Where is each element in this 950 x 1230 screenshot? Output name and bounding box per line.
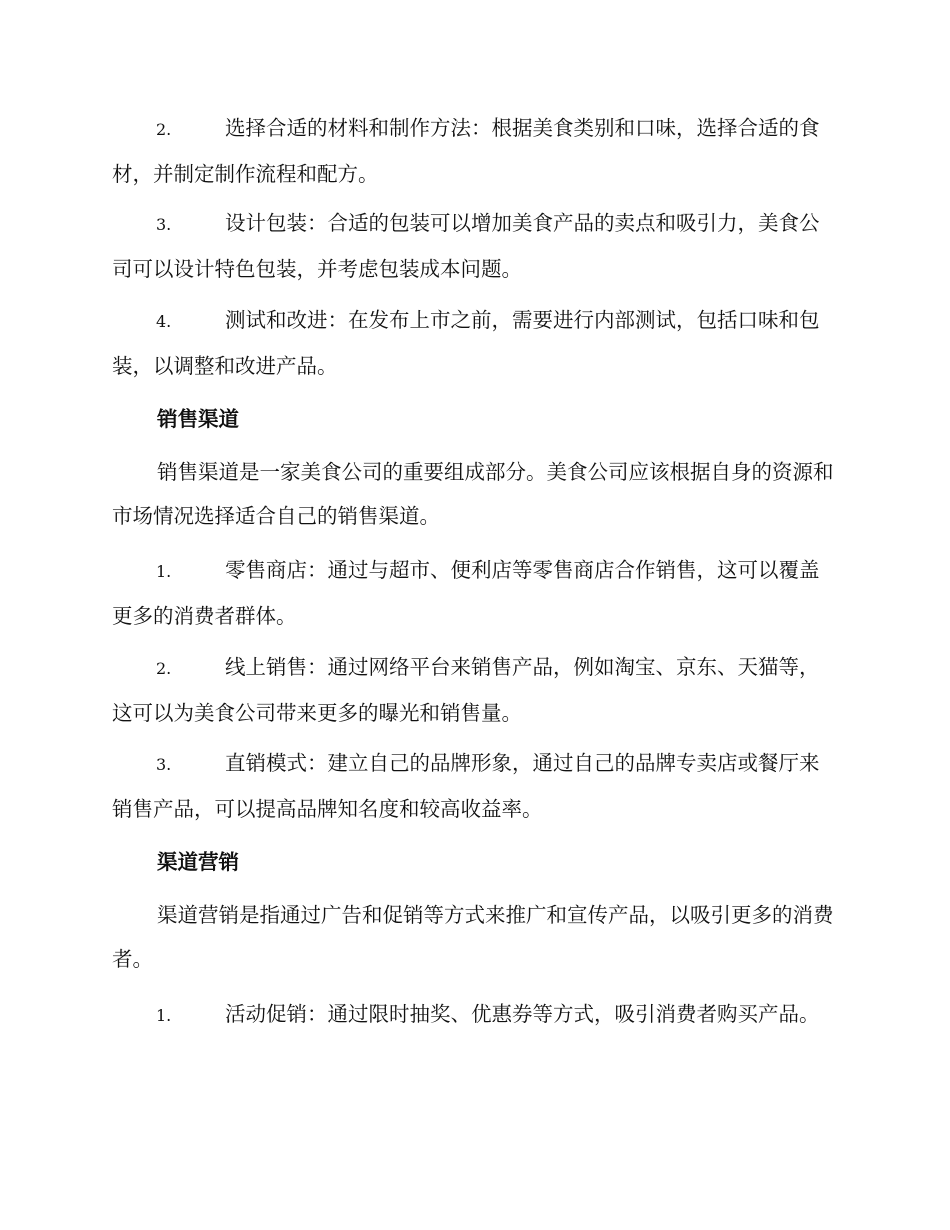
list-item bbox=[112, 645, 834, 735]
list-item bbox=[112, 992, 834, 1038]
list-number: 1. bbox=[156, 562, 172, 581]
list-text: 直销模式：建立自己的品牌形象，通过自己的品牌专卖店或餐厅来销售产品，可以提高品牌知名度和较高收益率。 bbox=[112, 751, 820, 821]
list-text: 活动促销：通过限时抽奖、优惠券等方式，吸引消费者购买产品。 bbox=[225, 1002, 820, 1026]
list-text: 测试和改进：在发布上市之前，需要进行内部测试，包括口味和包装，以调整和改进产品。 bbox=[112, 308, 820, 378]
list-number: 3. bbox=[156, 755, 172, 774]
list-text: 线上销售：通过网络平台来销售产品，例如淘宝、京东、天猫等，这可以为美食公司带来更多的曝光和销售量。 bbox=[112, 655, 820, 725]
list-number: 3. bbox=[156, 215, 172, 234]
sales-intro-paragraph: 销售渠道是一家美食公司的重要组成部分。美食公司应该根据自身的资源和市场情况选择适合自己的销售渠道。 bbox=[112, 460, 834, 528]
list-item bbox=[112, 298, 834, 388]
list-text: 设计包装：合适的包装可以增加美食产品的卖点和吸引力，美食公司可以设计特色包装，并考虑包装成本问题。 bbox=[112, 211, 820, 281]
list-number: 4. bbox=[156, 312, 172, 331]
list-item bbox=[112, 106, 834, 196]
list-number: 2. bbox=[156, 659, 172, 678]
list-item bbox=[112, 741, 834, 831]
list-number: 2. bbox=[156, 120, 172, 139]
list-text: 选择合适的材料和制作方法：根据美食类别和口味，选择合适的食材，并制定制作流程和配方。 bbox=[112, 116, 820, 186]
list-text: 零售商店：通过与超市、便利店等零售商店合作销售，这可以覆盖更多的消费者群体。 bbox=[112, 558, 820, 628]
list-item bbox=[112, 548, 834, 638]
list-number: 1. bbox=[156, 1006, 172, 1025]
marketing-intro-paragraph: 渠道营销是指通过广告和促销等方式来推广和宣传产品，以吸引更多的消费者。 bbox=[112, 903, 834, 971]
list-item bbox=[112, 201, 834, 291]
section-heading-marketing: 渠道营销 bbox=[157, 850, 239, 874]
section-heading-sales: 销售渠道 bbox=[157, 407, 239, 431]
